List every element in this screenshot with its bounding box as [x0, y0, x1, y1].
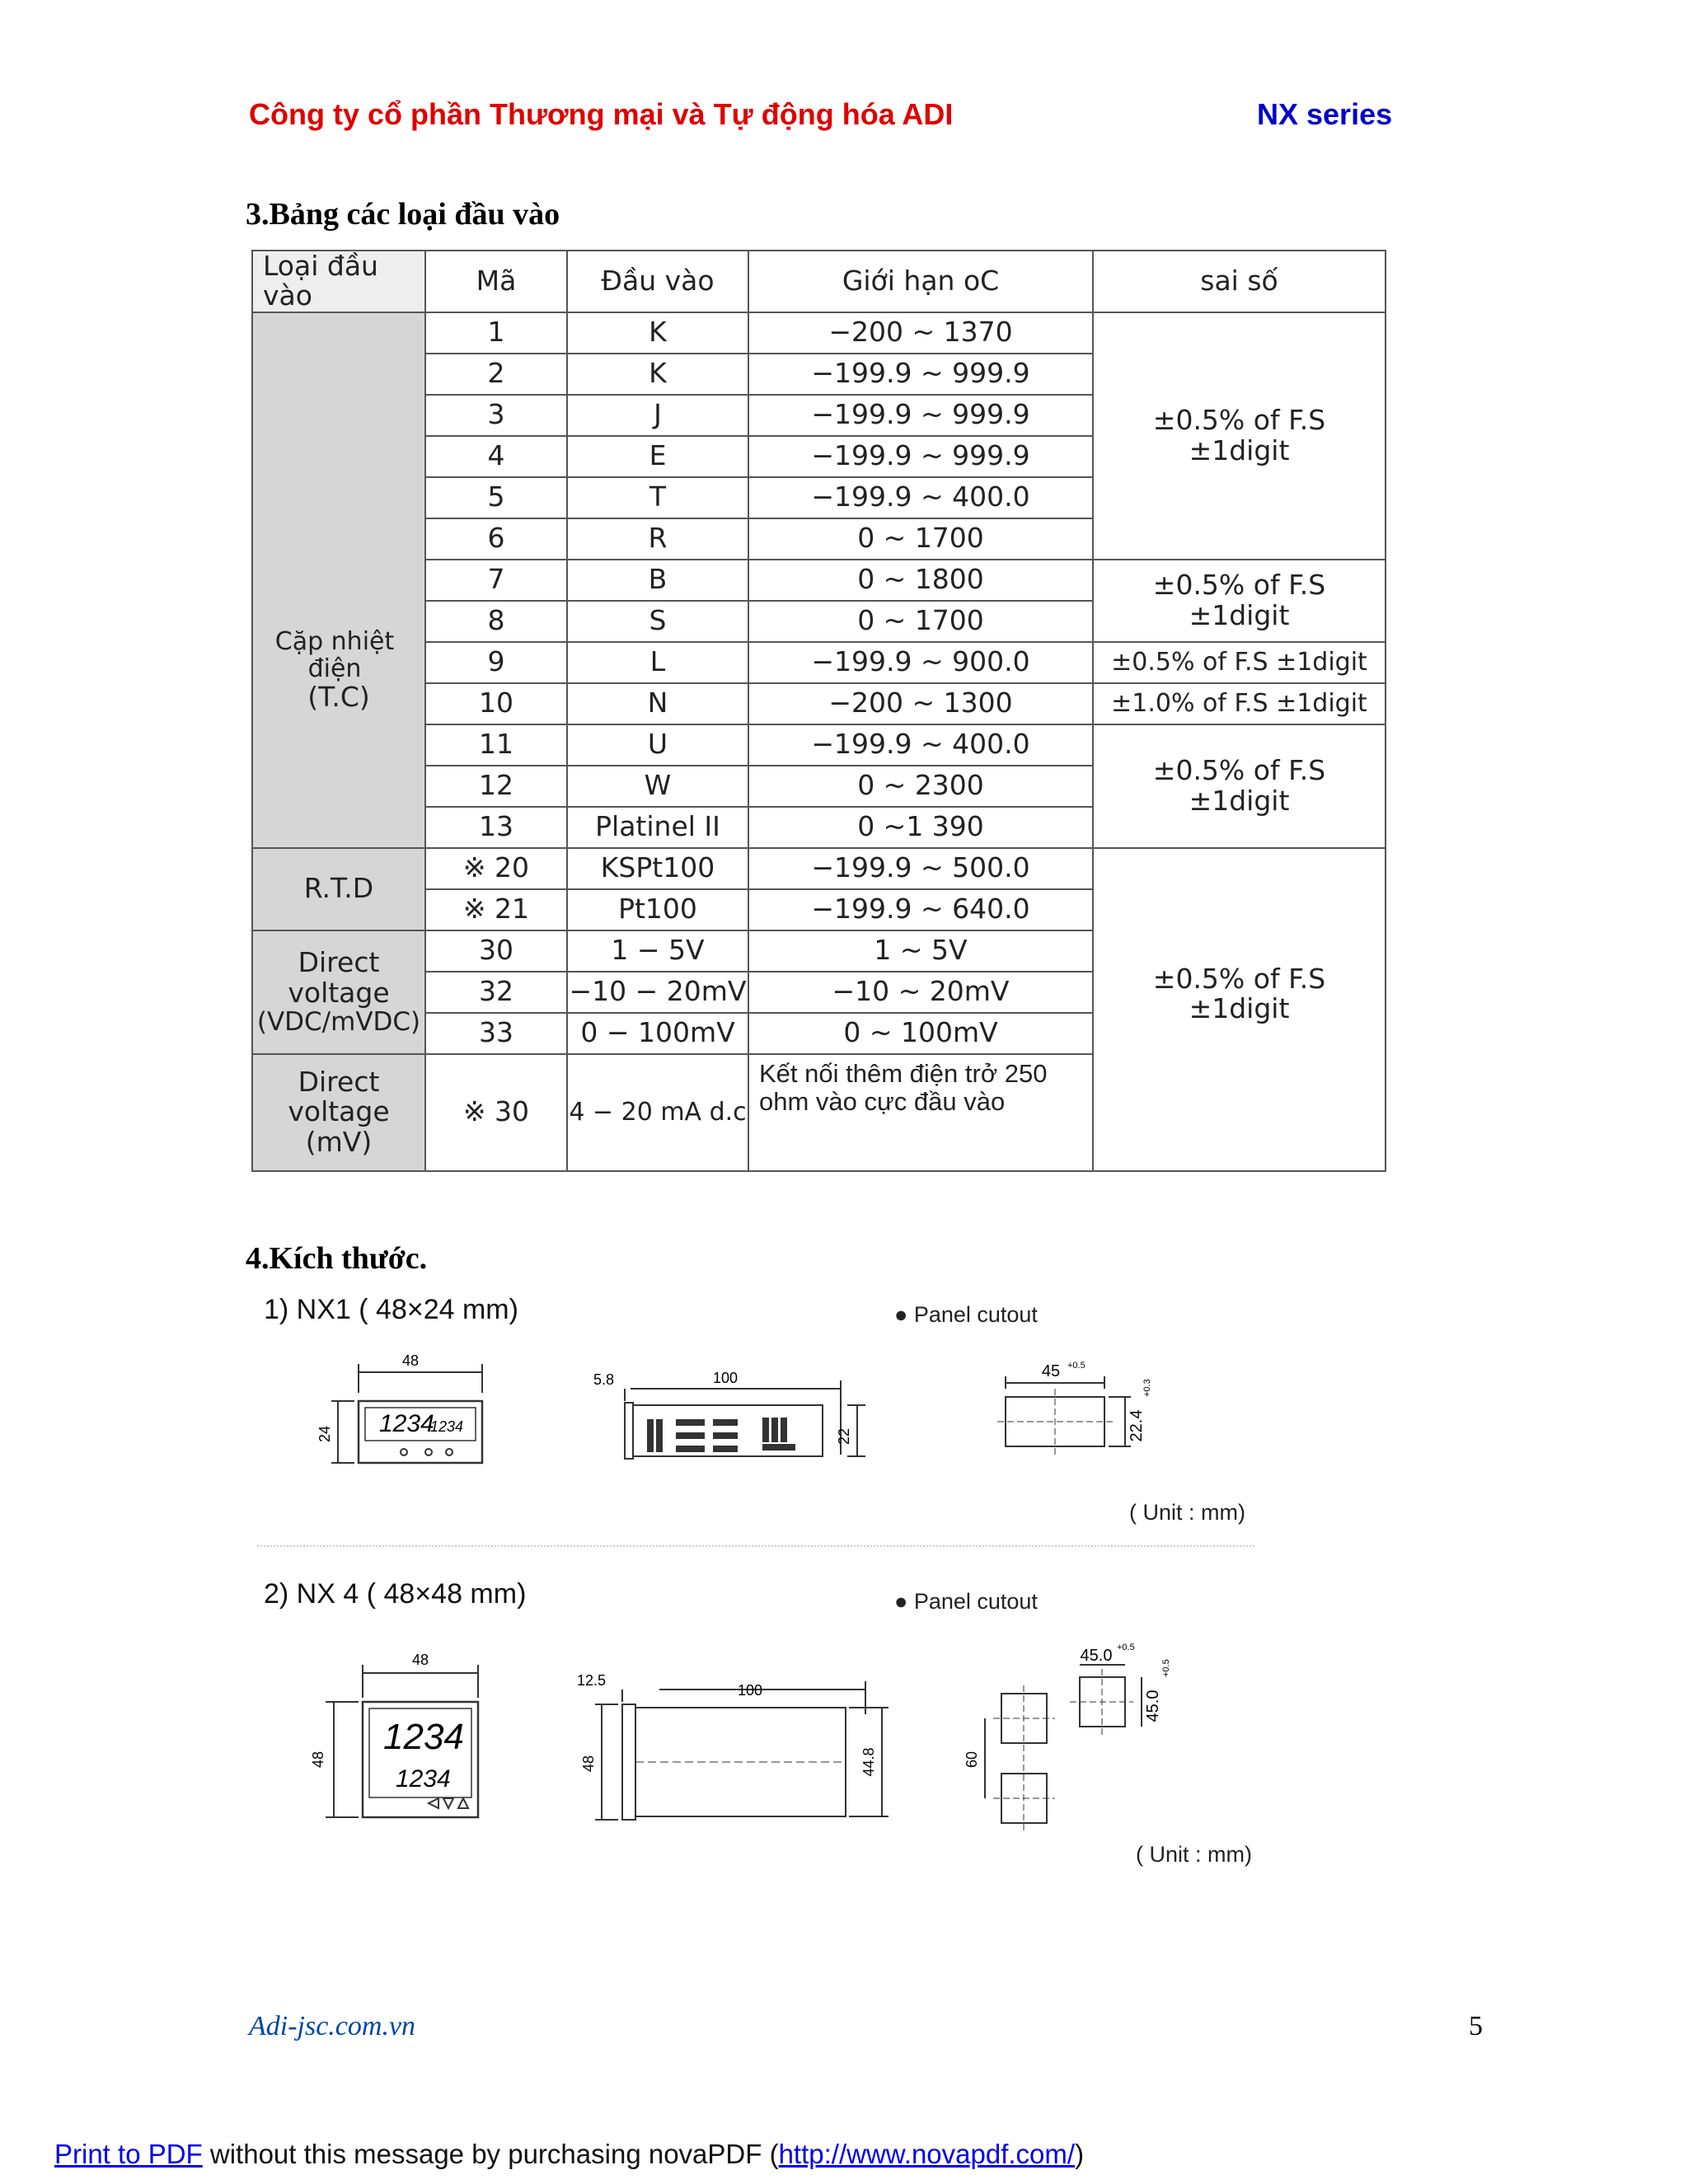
cell-range: 1 ~ 5V — [748, 930, 1093, 972]
nx1-cut-height: 22.4 — [1128, 1409, 1146, 1442]
nx4-title: 2) NX 4 ( 48×48 mm) — [264, 1578, 527, 1610]
nx1-title: 1) NX1 ( 48×24 mm) — [264, 1294, 518, 1325]
cell-code: 32 — [425, 972, 567, 1013]
group-dv2-line3: (mV) — [305, 1125, 373, 1158]
cell-code: 12 — [425, 766, 567, 807]
table-row — [252, 312, 1386, 354]
nx4-drawing — [305, 1640, 1278, 1871]
cell-code: 30 — [425, 930, 567, 972]
nx1-unit: ( Unit : mm) — [1129, 1500, 1245, 1525]
accuracy-b-line2: ±1digit — [1189, 598, 1290, 631]
cell-input: 4 − 20 mA d.c — [567, 1054, 748, 1171]
novapdf-text: without this message by purchasing novaPDF ( — [202, 2139, 779, 2169]
nx4-display-sub: 1234 — [396, 1765, 451, 1793]
col-header-accuracy: sai số — [1093, 251, 1386, 312]
cell-code: 13 — [425, 807, 567, 848]
cell-code: 33 — [425, 1013, 567, 1054]
nx1-cut-width: 45 — [1041, 1362, 1061, 1380]
table-row — [252, 848, 1386, 889]
col-header-input-type: Loại đầu vào — [252, 251, 425, 312]
cell-range: −199.9 ~ 640.0 — [748, 889, 1093, 930]
accuracy-d: ±1.0% of F.S ±1digit — [1093, 683, 1386, 724]
cell-range: 0 ~ 1700 — [748, 601, 1093, 642]
cell-range: −199.9 ~ 999.9 — [748, 436, 1093, 477]
nx1-panel-cutout-text: Panel cutout — [913, 1302, 1038, 1327]
page-number: 5 — [1469, 2011, 1483, 2041]
cell-input: Platinel II — [567, 807, 748, 848]
cell-code: ※ 21 — [425, 889, 567, 930]
nx4-side-height: 48 — [580, 1755, 597, 1773]
cell-code: 6 — [425, 518, 567, 560]
cell-range: 0 ~ 1800 — [748, 560, 1093, 601]
cell-code: 9 — [425, 642, 567, 683]
cell-range: 0 ~ 1700 — [748, 518, 1093, 560]
group-tc-line2: (T.C) — [307, 681, 370, 714]
cell-range: 0 ~ 2300 — [748, 766, 1093, 807]
nx4-display-main: 1234 — [383, 1717, 464, 1757]
group-tc-line1: Cặp nhiệt điện — [274, 627, 395, 684]
cell-range: −199.9 ~ 400.0 — [748, 477, 1093, 518]
nx4-cut-height: 45.0 — [1144, 1690, 1162, 1722]
group-dv1-line3: (VDC/mVDC) — [256, 1006, 421, 1037]
group-dv2-line1: Direct — [298, 1066, 380, 1099]
nx4-cut-width-tol: +0.5 — [1117, 1643, 1135, 1652]
group-dv1-line1: Direct — [298, 946, 380, 979]
cell-range: −199.9 ~ 900.0 — [748, 642, 1093, 683]
cell-input: −10 − 20mV — [567, 972, 748, 1013]
cell-range: 0 ~1 390 — [748, 807, 1093, 848]
cell-input: L — [567, 642, 748, 683]
group-direct-voltage-1 — [252, 930, 425, 1054]
nx4-cut-width: 45.0 — [1080, 1647, 1113, 1665]
accuracy-f — [1093, 848, 1386, 1171]
cell-range: −200 ~ 1370 — [748, 312, 1093, 354]
nx4-pitch: 60 — [964, 1750, 980, 1769]
novapdf-end: ) — [1075, 2139, 1085, 2169]
cell-code: 11 — [425, 724, 567, 766]
bullet-icon: ● — [894, 1302, 908, 1327]
cell-input: B — [567, 560, 748, 601]
cell-input: S — [567, 601, 748, 642]
cell-input: KSPt100 — [567, 848, 748, 889]
cell-input: N — [567, 683, 748, 724]
cell-input: Pt100 — [567, 889, 748, 930]
cell-input: J — [567, 395, 748, 436]
nx4-side-height2: 44.8 — [860, 1747, 877, 1777]
cell-range: −199.9 ~ 500.0 — [748, 848, 1093, 889]
nx1-cut-width-tol: +0.5 — [1067, 1361, 1085, 1371]
cell-code: ※ 30 — [425, 1054, 567, 1171]
accuracy-c: ±0.5% of F.S ±1digit — [1093, 642, 1386, 683]
nx4-panel-cutout-text: Panel cutout — [913, 1589, 1038, 1614]
section4-title: 4.Kích thước. — [246, 1241, 428, 1276]
cell-range: −199.9 ~ 400.0 — [748, 724, 1093, 766]
group-tc — [252, 312, 425, 848]
nx1-side-height: 22 — [836, 1427, 852, 1446]
nx4-cut-height-tol: +0.5 — [1161, 1659, 1171, 1677]
divider — [257, 1545, 1254, 1547]
table-header-row — [252, 251, 1386, 312]
novapdf-banner — [54, 2139, 1084, 2170]
cell-code: 8 — [425, 601, 567, 642]
cell-code: 1 — [425, 312, 567, 354]
nx4-side-length: 100 — [738, 1682, 763, 1699]
nx1-display-sub: 1234 — [430, 1418, 464, 1435]
cell-input: K — [567, 354, 748, 395]
cell-input: 1 − 5V — [567, 930, 748, 972]
accuracy-e-line2: ±1digit — [1189, 784, 1290, 817]
accuracy-e — [1093, 724, 1386, 848]
nx1-drawing — [313, 1352, 1286, 1500]
cell-input: 0 − 100mV — [567, 1013, 748, 1054]
accuracy-e-line1: ±0.5% of F.S — [1152, 754, 1326, 787]
cell-range: −10 ~ 20mV — [748, 972, 1093, 1013]
series-name: NX series — [1257, 97, 1393, 131]
group-dv1-line2: voltage — [288, 976, 390, 1009]
nx4-front-height: 48 — [310, 1750, 326, 1769]
col-header-range: Giới hạn oC — [748, 251, 1093, 312]
nx4-panel-cutout-label — [894, 1589, 1038, 1615]
accuracy-f-line2: ±1digit — [1189, 991, 1290, 1024]
nx1-side-length: 100 — [713, 1370, 738, 1386]
cell-code: 3 — [425, 395, 567, 436]
section3-title: 3.Bảng các loại đầu vào — [246, 197, 560, 232]
col-header-input: Đầu vào — [567, 251, 748, 312]
nx1-panel-cutout-label — [894, 1302, 1038, 1328]
cell-code: 4 — [425, 436, 567, 477]
col-header-code: Mã — [425, 251, 567, 312]
cell-code: 5 — [425, 477, 567, 518]
accuracy-f-line1: ±0.5% of F.S — [1152, 962, 1326, 995]
cell-input: K — [567, 312, 748, 354]
cell-range: −199.9 ~ 999.9 — [748, 354, 1093, 395]
footer-website: Adi-jsc.com.vn — [249, 2011, 416, 2041]
cell-range: −199.9 ~ 999.9 — [748, 395, 1093, 436]
input-types-table — [251, 250, 1386, 1172]
accuracy-b-line1: ±0.5% of F.S — [1152, 569, 1326, 602]
nx4-front-width: 48 — [411, 1652, 429, 1668]
cell-range: 0 ~ 100mV — [748, 1013, 1093, 1054]
cell-range: Kết nối thêm điện trở 250 ohm vào cực đầu vào — [748, 1054, 1093, 1171]
cell-code: 10 — [425, 683, 567, 724]
accuracy-b — [1093, 560, 1386, 642]
cell-input: T — [567, 477, 748, 518]
cell-range: −200 ~ 1300 — [748, 683, 1093, 724]
accuracy-a — [1093, 312, 1386, 560]
cell-code: 7 — [425, 560, 567, 601]
nx1-front-width: 48 — [401, 1352, 420, 1369]
cell-input: R — [567, 518, 748, 560]
cell-code: 2 — [425, 354, 567, 395]
group-rtd: R.T.D — [252, 848, 425, 930]
nx1-front-height: 24 — [316, 1425, 333, 1443]
group-dv2-line2: voltage — [288, 1095, 390, 1128]
nx1-cut-height-tol: +0.3 — [1142, 1379, 1152, 1397]
bullet-icon: ● — [894, 1589, 908, 1614]
accuracy-a-line1: ±0.5% of F.S — [1152, 404, 1326, 437]
nx1-display-main: 1234 — [379, 1410, 434, 1437]
nx4-side-offset: 12.5 — [577, 1672, 607, 1689]
novapdf-url-link[interactable]: http://www.novapdf.com/ — [778, 2139, 1076, 2169]
cell-input: U — [567, 724, 748, 766]
cell-input: W — [567, 766, 748, 807]
group-direct-voltage-2 — [252, 1054, 425, 1171]
cell-code: ※ 20 — [425, 848, 567, 889]
cell-input: E — [567, 436, 748, 477]
print-to-pdf-link[interactable]: Print to PDF — [54, 2139, 203, 2169]
nx4-unit: ( Unit : mm) — [1136, 1842, 1252, 1867]
company-name: Công ty cổ phần Thương mại và Tự động hóa ADI — [249, 97, 954, 131]
accuracy-a-line2: ±1digit — [1189, 434, 1290, 466]
nx1-side-offset: 5.8 — [593, 1371, 615, 1388]
